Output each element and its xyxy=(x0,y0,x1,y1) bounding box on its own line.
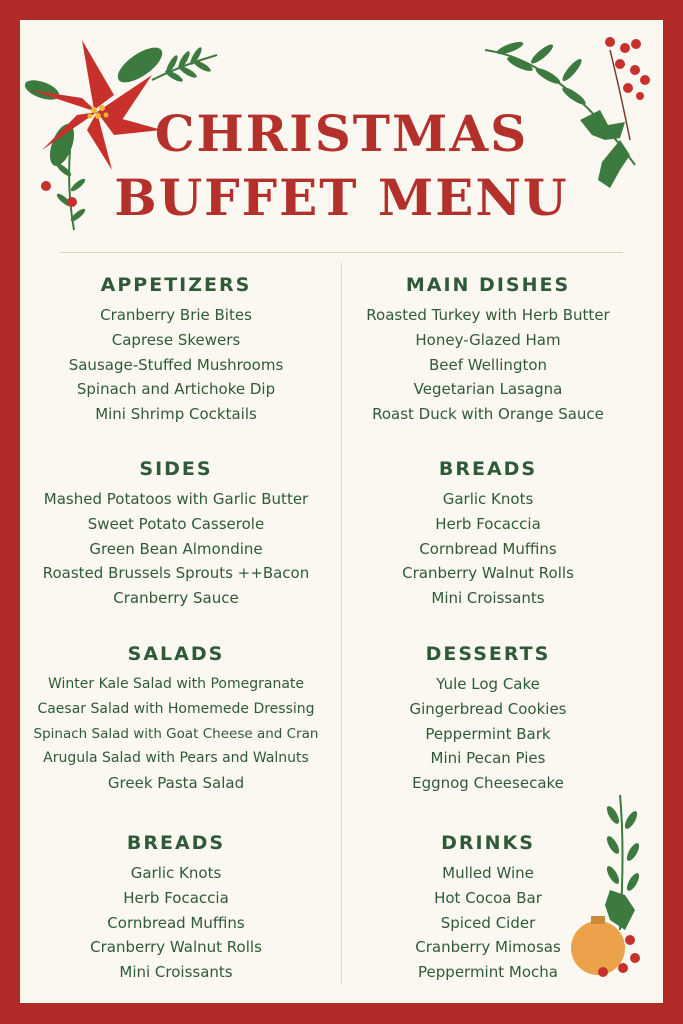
menu-item: Hot Cocoa Bar xyxy=(434,888,542,907)
menu-item: Peppermint Mocha xyxy=(418,963,558,982)
section-heading: DRINKS xyxy=(441,832,535,854)
menu-item: Mini Shrimp Cocktails xyxy=(95,405,257,424)
title-line-2: BUFFET MENU xyxy=(114,168,569,227)
section-heading: BREADS xyxy=(438,458,538,480)
menu-item: Mini Pecan Pies xyxy=(430,749,546,768)
section-heading: BREADS xyxy=(126,832,226,854)
section-heading: SIDES xyxy=(139,458,213,480)
menu-item: Cornbread Muffins xyxy=(107,913,245,932)
menu-item: Cranberry Mimosas xyxy=(415,938,561,957)
section-heading: DESSERTS xyxy=(425,643,551,665)
section-heading: APPETIZERS xyxy=(100,274,252,296)
menu-item: Spinach and Artichoke Dip xyxy=(76,380,276,399)
menu-item: Eggnog Cheesecake xyxy=(412,774,564,793)
menu-item: Spiced Cider xyxy=(440,913,536,932)
menu-item: Greek Pasta Salad xyxy=(107,774,245,793)
section-heading: SALADS xyxy=(127,643,225,665)
title-line-1: CHRISTMAS xyxy=(154,104,529,163)
menu-item: Winter Kale Salad with Pomegranate xyxy=(47,676,305,692)
menu-item: Green Bean Almondine xyxy=(89,539,263,558)
menu-item: Honey-Glazed Ham xyxy=(415,330,561,349)
section-breads-left xyxy=(16,829,336,985)
menu-item: Sweet Potato Casserole xyxy=(87,514,265,533)
menu-item: Garlic Knots xyxy=(130,864,222,882)
menu-item: Mini Croissants xyxy=(119,963,233,982)
menu-item: Mashed Potatoos with Garlic Butter xyxy=(43,490,309,508)
menu-item: Spinach Salad with Goat Cheese and Cran xyxy=(33,725,319,742)
section-breads-right xyxy=(328,455,648,611)
menu-item: Arugula Salad with Pears and Walnuts xyxy=(43,750,309,767)
menu-item: Herb Focaccia xyxy=(435,514,541,533)
menu-item: Mulled Wine xyxy=(442,864,534,882)
menu-item: Sausage-Stuffed Mushrooms xyxy=(68,355,284,374)
menu-item: Mini Croissants xyxy=(431,589,545,608)
section-main-dishes xyxy=(328,271,648,427)
section-appetizers xyxy=(16,271,336,427)
menu-item: Roast Duck with Orange Sauce xyxy=(372,405,604,424)
menu-item: Cranberry Brie Bites xyxy=(100,306,252,324)
section-drinks xyxy=(328,829,648,985)
menu-item: Cranberry Walnut Rolls xyxy=(90,938,262,957)
menu-item: Garlic Knots xyxy=(442,490,534,508)
menu-item: Cranberry Walnut Rolls xyxy=(402,564,574,583)
menu-item: Cornbread Muffins xyxy=(419,539,557,558)
menu-item: Beef Wellington xyxy=(428,355,548,374)
section-desserts xyxy=(328,640,648,796)
menu-item: Roasted Turkey with Herb Butter xyxy=(366,306,610,324)
section-heading: MAIN DISHES xyxy=(405,274,571,296)
menu-item: Herb Focaccia xyxy=(123,888,229,907)
menu-item: Caprese Skewers xyxy=(111,330,241,349)
menu-item: Gingerbread Cookies xyxy=(409,699,567,718)
menu-item: Cranberry Sauce xyxy=(113,589,239,608)
menu-item: Peppermint Bark xyxy=(425,724,551,743)
section-sides xyxy=(16,455,336,611)
title-divider xyxy=(60,252,623,253)
menu-item: Caesar Salad with Homemede Dressing xyxy=(37,700,315,717)
menu-item: Yule Log Cake xyxy=(436,675,540,693)
menu-item: Roasted Brussels Sprouts ++Bacon xyxy=(42,564,310,583)
menu-item: Vegetarian Lasagna xyxy=(413,380,563,399)
section-salads xyxy=(16,640,336,796)
